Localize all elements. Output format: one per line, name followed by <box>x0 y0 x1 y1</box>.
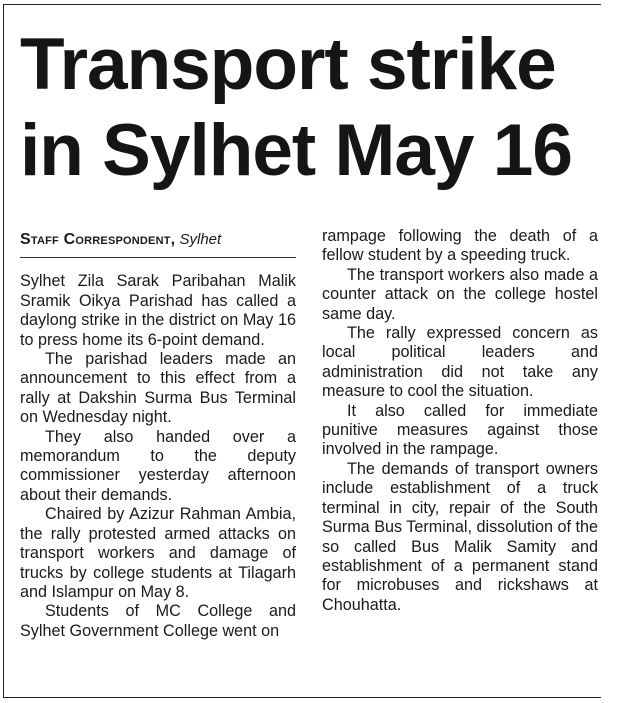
headline <box>20 22 610 194</box>
article-column-1 <box>20 226 296 641</box>
byline-rule <box>20 257 296 258</box>
paragraph: Chaired by Azizur Rahman Ambia, the rally protested armed attacks on transport workers and damage of trucks by college students at Tilagarh and Islampur on May 8. <box>20 505 296 601</box>
article-column-2 <box>322 227 598 615</box>
paragraph: The rally expressed concern as local political leaders and administration did not take any measure to cool the situation. <box>322 324 598 401</box>
paragraph: They also handed over a memorandum to the deputy commissioner yesterday afternoon about their demands. <box>20 427 296 504</box>
frame-left-rule <box>3 4 4 698</box>
byline-location: Sylhet <box>179 231 222 248</box>
paragraph: The parishad leaders made an announcement to this effect from a rally at Dakshin Surma Bus Terminal on Wednesday night. <box>20 350 296 427</box>
paragraph: The transport workers also made a counter attack on the college hostel same day. <box>322 265 598 323</box>
headline-line-1: Transport strike <box>20 24 556 105</box>
headline-line-2: in Sylhet May 16 <box>20 110 572 191</box>
frame-bottom-rule <box>3 697 601 698</box>
byline <box>20 230 296 257</box>
frame-top-rule <box>3 4 601 5</box>
byline-author: Staff Correspondent, <box>20 231 176 248</box>
paragraph: Students of MC College and Sylhet Government College went on <box>20 602 296 640</box>
paragraph: The demands of transport owners include establishment of a truck terminal in city, repair of the South Surma Bus Terminal, dissolution of the so called Bus Malik Samity and establishment of a permanent stand for microbuses and rickshaws at Chouhatta. <box>322 459 598 614</box>
paragraph: It also called for immediate punitive measures against those involved in the rampage. <box>322 401 598 459</box>
paragraph: rampage following the death of a fellow student by a speeding truck. <box>322 227 598 265</box>
paragraph: Sylhet Zila Sarak Paribahan Malik Sramik Oikya Parishad has called a daylong strike in the district on May 16 to press home its 6-point demand. <box>20 272 296 349</box>
